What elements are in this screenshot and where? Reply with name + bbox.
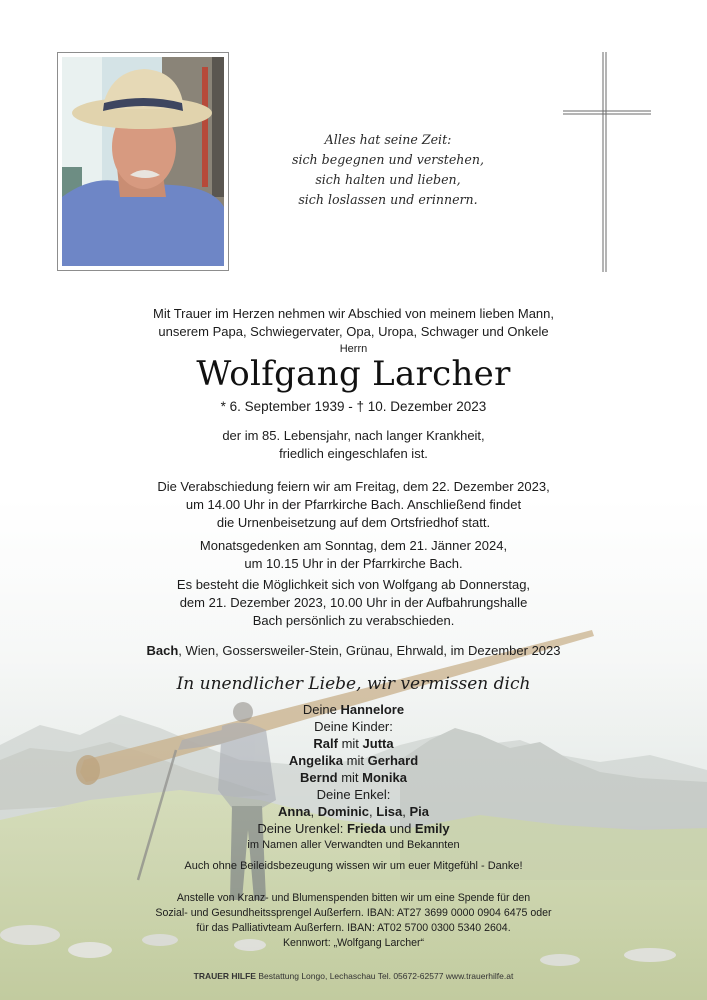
relatives-line: im Namen aller Verwandten und Bekannten bbox=[247, 839, 460, 851]
month-memorial-text bbox=[0, 537, 707, 573]
label: Deine Urenkel: bbox=[257, 821, 347, 836]
family-name: Frieda bbox=[346, 821, 386, 836]
poem-line: Alles hat seine Zeit: bbox=[324, 132, 452, 147]
poem-line: sich begegnen und verstehen, bbox=[292, 152, 484, 167]
life-dates: * 6. September 1939 - † 10. Dezember 2023 bbox=[220, 399, 487, 414]
family-name: Pia bbox=[409, 804, 430, 819]
viewing-line: Es besteht die Möglichkeit sich von Wolfgang ab Donnerstag, bbox=[176, 577, 531, 592]
family-name: Bernd bbox=[300, 770, 338, 785]
grandchildren-row bbox=[0, 803, 707, 820]
label: Deine bbox=[302, 702, 341, 717]
passing-line: friedlich eingeschlafen ist. bbox=[279, 446, 428, 461]
donation-request bbox=[0, 891, 707, 951]
memorial-line: um 10.15 Uhr in der Pfarrkirche Bach. bbox=[244, 556, 463, 571]
salutation: Herrn bbox=[339, 343, 368, 355]
donation-line: für das Palliativteam Außerfern. IBAN: AT02 5700 0300 5340 2604. bbox=[196, 922, 511, 934]
footer-text: Bestattung Longo, Lechaschau Tel. 05672-62577 www.trauerhilfe.at bbox=[255, 971, 514, 981]
child-couple-row bbox=[0, 735, 707, 752]
thanks-line: Auch ohne Beileidsbezeugung wissen wir um euer Mitgefühl - Danke! bbox=[184, 860, 523, 872]
farewell-line: um 14.00 Uhr in der Pfarrkirche Bach. Anschließend findet bbox=[185, 497, 522, 512]
memorial-line: Monatsgedenken am Sonntag, dem 21. Jänner 2024, bbox=[199, 538, 508, 553]
intro-text bbox=[0, 305, 707, 341]
great-grandchildren-row bbox=[0, 820, 707, 837]
connector: mit bbox=[337, 736, 363, 751]
connector: , bbox=[310, 804, 318, 819]
connector: mit bbox=[343, 753, 368, 768]
place-bold: Bach bbox=[146, 643, 179, 658]
donation-line: Anstelle von Kranz- und Blumenspenden bitten wir um eine Spende für den bbox=[176, 892, 531, 904]
family-name: Lisa bbox=[376, 804, 403, 819]
portrait-photo bbox=[57, 52, 229, 271]
intro-line: unserem Papa, Schwiegervater, Opa, Uropa, Schwager und Onkele bbox=[158, 324, 549, 339]
family-name: Ralf bbox=[313, 736, 338, 751]
child-couple-row bbox=[0, 769, 707, 786]
family-list bbox=[0, 701, 707, 854]
child-couple-row bbox=[0, 752, 707, 769]
donation-line: Sozial- und Gesundheitssprengel Außerfern. IBAN: AT27 3699 0000 0904 6475 oder bbox=[155, 907, 552, 919]
grandchildren-label: Deine Enkel: bbox=[316, 787, 391, 802]
places-rest: , Wien, Gossersweiler-Stein, Grünau, Ehrwald, im Dezember 2023 bbox=[178, 643, 561, 658]
poem-line: sich loslassen und erinnern. bbox=[298, 192, 478, 207]
farewell-text bbox=[0, 478, 707, 532]
intro-line: Mit Trauer im Herzen nehmen wir Abschied von meinem lieben Mann, bbox=[152, 306, 554, 321]
family-name: Gerhard bbox=[367, 753, 419, 768]
viewing-text bbox=[0, 576, 707, 630]
donation-line: Kennwort: „Wolfgang Larcher“ bbox=[282, 937, 425, 949]
deceased-name: Wolfgang Larcher bbox=[196, 354, 511, 394]
connector: , bbox=[369, 804, 377, 819]
cross-icon bbox=[560, 50, 656, 274]
family-name: Jutta bbox=[362, 736, 394, 751]
viewing-line: dem 21. Dezember 2023, 10.00 Uhr in der Aufbahrungshalle bbox=[179, 595, 528, 610]
farewell-line: Die Verabschiedung feiern wir am Freitag, dem 22. Dezember 2023, bbox=[157, 479, 550, 494]
connector: mit bbox=[337, 770, 363, 785]
wife-row bbox=[0, 701, 707, 718]
funeral-home-footer bbox=[0, 970, 707, 982]
family-name: Emily bbox=[414, 821, 450, 836]
love-line: In unendlicher Liebe, wir vermissen dich bbox=[176, 674, 531, 694]
family-name: Dominic bbox=[317, 804, 370, 819]
portrait-image bbox=[62, 57, 224, 266]
footer-brand: TRAUER HILFE bbox=[193, 971, 256, 981]
farewell-line: die Urnenbeisetzung auf dem Ortsfriedhof statt. bbox=[216, 515, 491, 530]
poem-line: sich halten und lieben, bbox=[315, 172, 461, 187]
places-date-line bbox=[0, 642, 707, 660]
family-name: Angelika bbox=[288, 753, 344, 768]
viewing-line: Bach persönlich zu verabschieden. bbox=[252, 613, 455, 628]
passing-text bbox=[0, 427, 707, 463]
wife-name: Hannelore bbox=[340, 702, 405, 717]
poem-quote bbox=[268, 130, 508, 210]
connector: und bbox=[386, 821, 415, 836]
children-label: Deine Kinder: bbox=[314, 719, 393, 734]
family-name: Anna bbox=[277, 804, 311, 819]
connector: , bbox=[402, 804, 410, 819]
family-name: Monika bbox=[362, 770, 407, 785]
passing-line: der im 85. Lebensjahr, nach langer Krankheit, bbox=[222, 428, 485, 443]
